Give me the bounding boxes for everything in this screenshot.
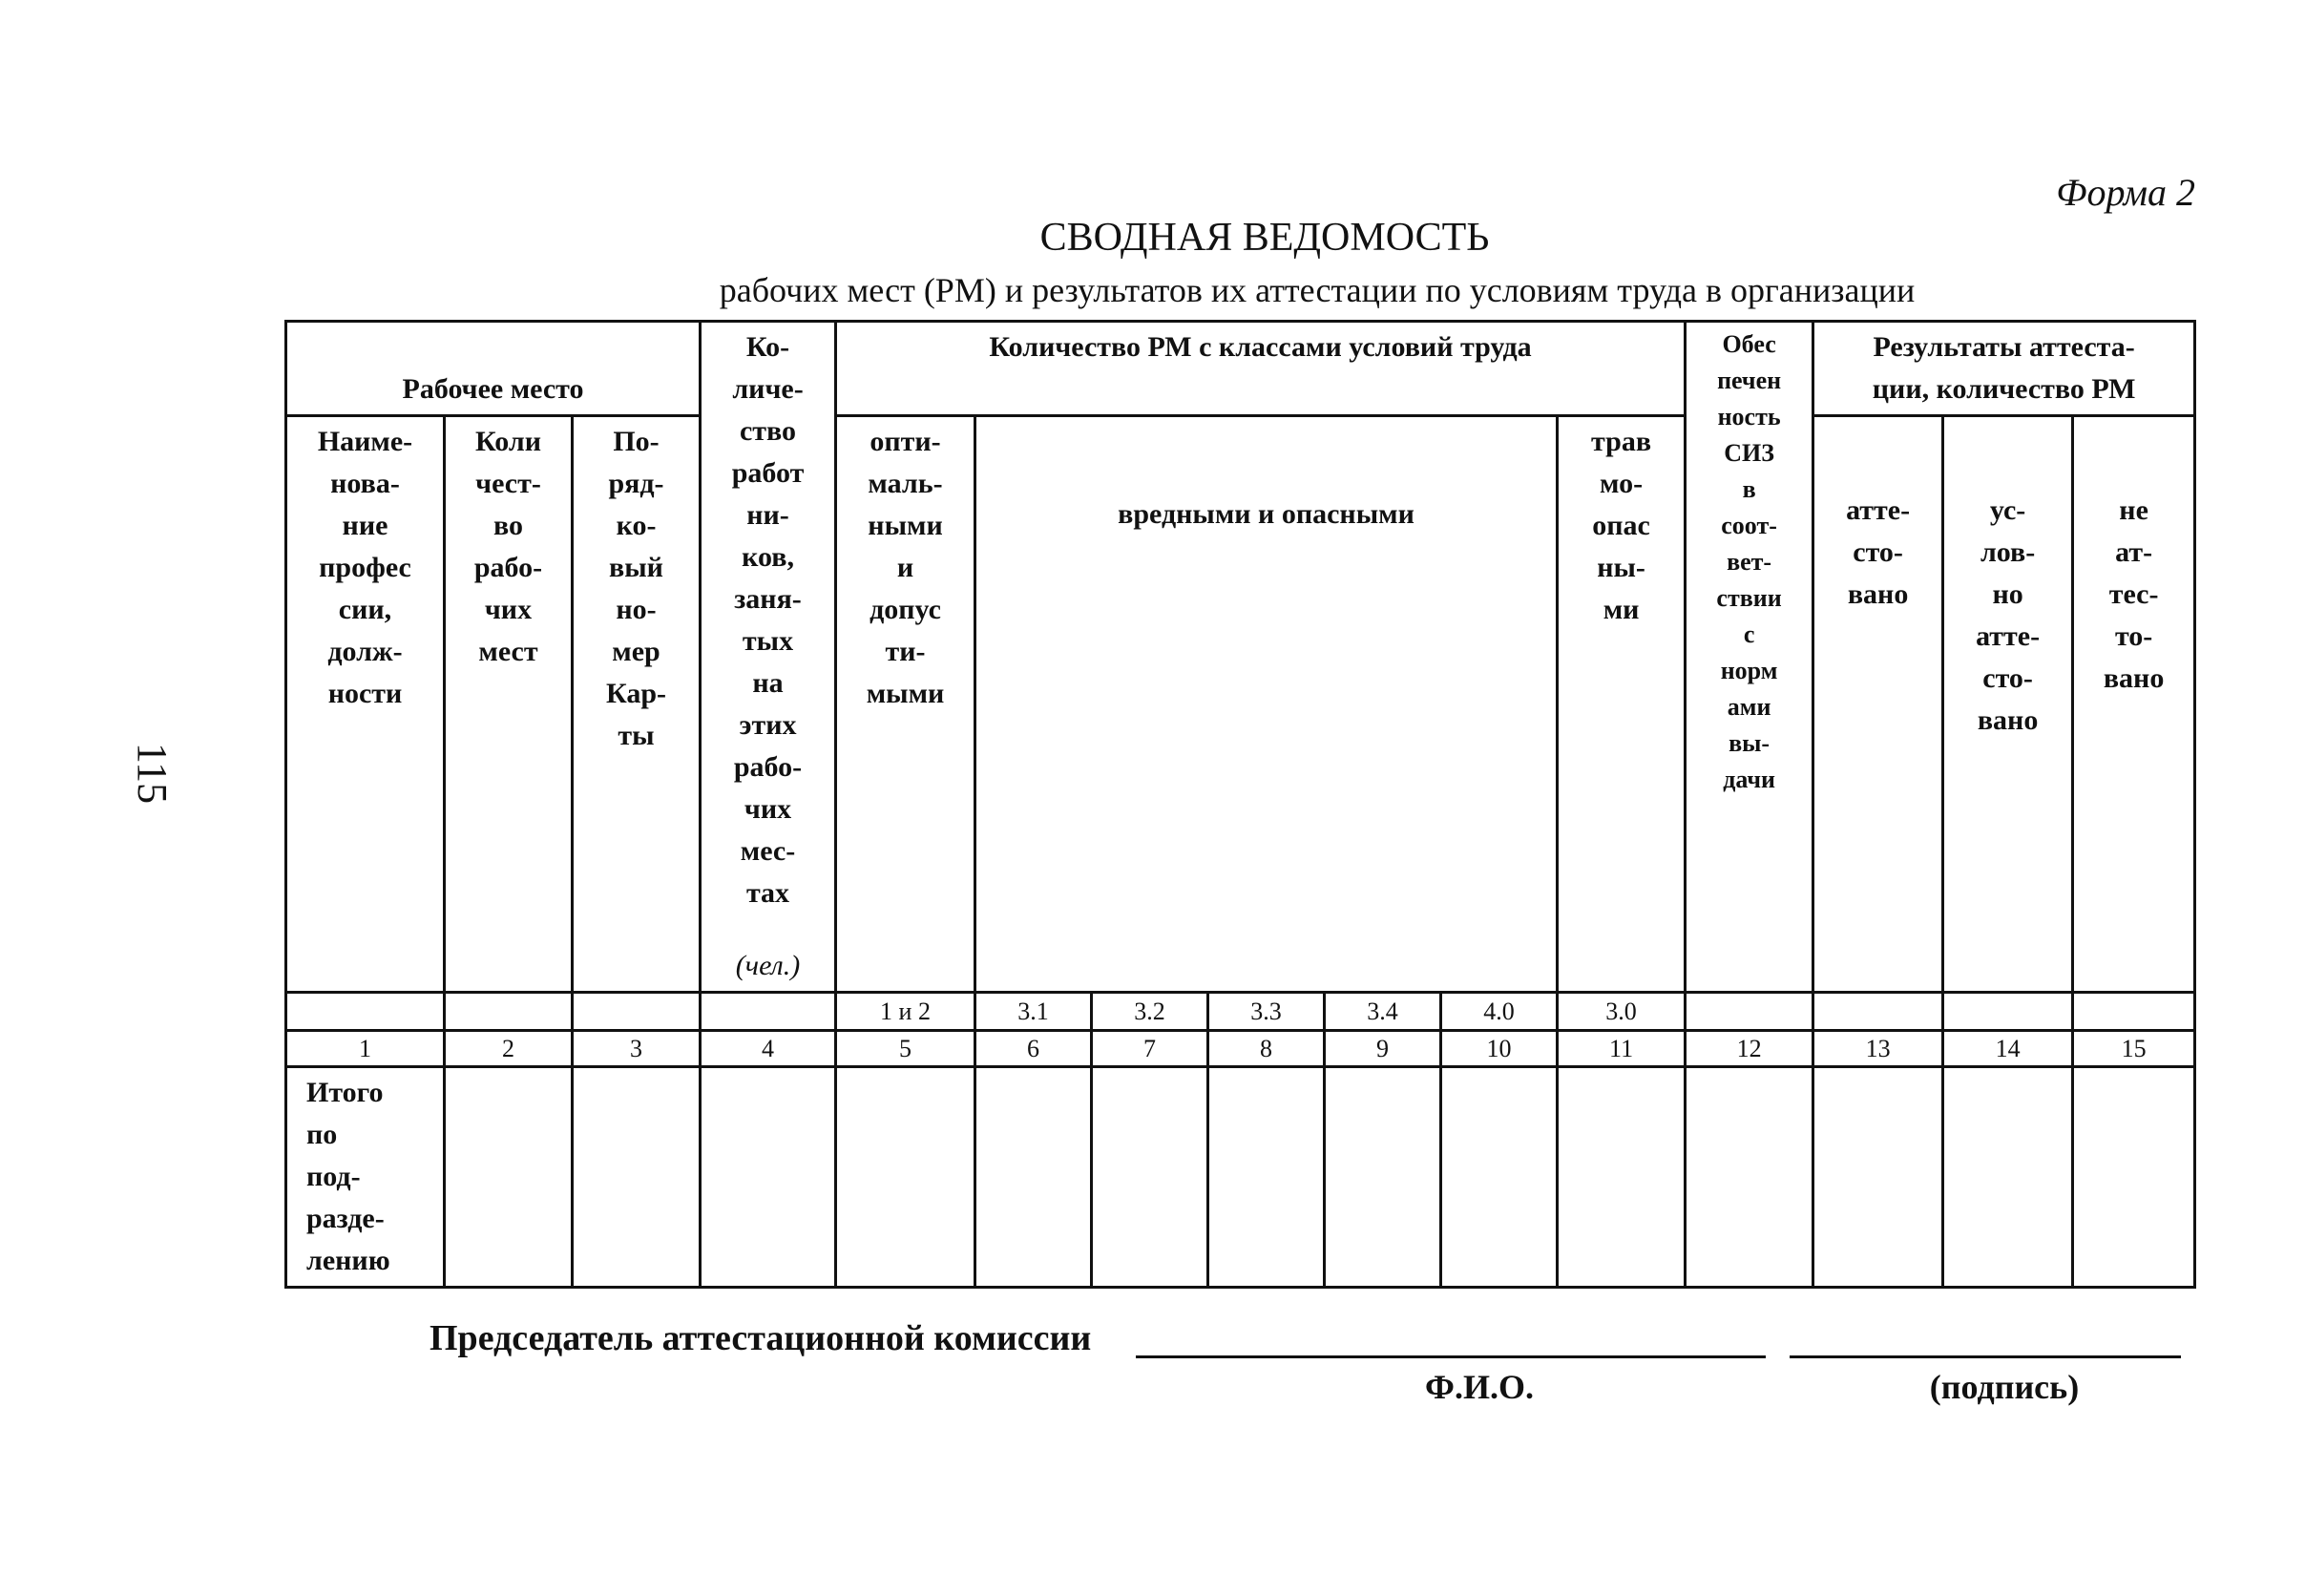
header-results-text: Результаты аттеста- ции, количество РМ <box>1872 331 2136 405</box>
header-col-15-text: не ат- тес- то- вано <box>2103 494 2165 694</box>
class-code-cell: 1 и 2 <box>836 993 975 1031</box>
column-number: 3 <box>573 1031 701 1067</box>
column-number: 5 <box>836 1031 975 1067</box>
header-col-6-10-text: вредными и опасными <box>1118 498 1414 530</box>
total-cell <box>1092 1067 1208 1288</box>
total-cell <box>1441 1067 1558 1288</box>
header-col-2-text: Коли чест- во рабо- чих мест <box>473 426 543 667</box>
class-code-cell: 4.0 <box>1441 993 1558 1031</box>
total-cell <box>573 1067 701 1288</box>
header-col-13-text: атте- сто- вано <box>1846 494 1911 610</box>
header-col-13 <box>1813 416 1943 993</box>
class-code-cell: 3.2 <box>1092 993 1208 1031</box>
header-col-2 <box>445 416 573 993</box>
header-results <box>1813 322 2195 416</box>
column-number: 7 <box>1092 1031 1208 1067</box>
total-cell <box>1558 1067 1686 1288</box>
class-code-cell: 3.0 <box>1558 993 1686 1031</box>
document-subtitle: рабочих мест (РМ) и результатов их аттестации по условиям труда в организации <box>719 271 1916 309</box>
total-cell <box>975 1067 1092 1288</box>
header-col-5 <box>836 416 975 993</box>
header-col-5-text: опти- маль- ными и допус ти- мыми <box>866 426 945 709</box>
header-workplace-text: Рабочее место <box>402 373 584 405</box>
header-col-14-text: ус- лов- но атте- сто- вано <box>1976 494 2041 736</box>
column-number: 9 <box>1325 1031 1441 1067</box>
header-col-3-text: По- ряд- ко- вый но- мер Кар- ты <box>605 426 667 751</box>
class-code-cell <box>573 993 701 1031</box>
header-classes <box>836 322 1686 416</box>
column-number: 14 <box>1943 1031 2073 1067</box>
form-label: Форма 2 <box>2056 171 2195 214</box>
total-cell <box>1943 1067 2073 1288</box>
total-cell <box>2073 1067 2195 1288</box>
header-col-11-text: трав мо- опас ны- ми <box>1591 426 1652 625</box>
header-col-4-unit: (чел.) <box>735 950 801 981</box>
column-number: 8 <box>1208 1031 1325 1067</box>
column-number: 1 <box>286 1031 445 1067</box>
header-col-12 <box>1686 322 1813 993</box>
header-col-12-text: Обес печен ность СИЗ в соот- вет- ствии с норм ами вы- дачи <box>1716 330 1782 793</box>
class-code-cell: 3.3 <box>1208 993 1325 1031</box>
column-number: 6 <box>975 1031 1092 1067</box>
header-col-15 <box>2073 416 2195 993</box>
header-col-4-text: Ко- личе- ство работ ни- ков, заня- тых на этих рабо- чих мес- тах <box>731 331 805 909</box>
class-code-cell <box>1686 993 1813 1031</box>
class-code-cell <box>701 993 836 1031</box>
class-codes-row <box>286 993 2195 1031</box>
class-code-cell <box>1943 993 2073 1031</box>
header-col-6-10 <box>975 416 1558 993</box>
column-number: 15 <box>2073 1031 2195 1067</box>
total-cell <box>701 1067 836 1288</box>
class-code-cell <box>445 993 573 1031</box>
fio-label: Ф.И.О. <box>1425 1368 1534 1406</box>
total-cell <box>445 1067 573 1288</box>
column-number: 12 <box>1686 1031 1813 1067</box>
page-number: 115 <box>129 742 176 805</box>
signature-label: (подпись) <box>1929 1368 2080 1406</box>
summary-table <box>284 320 2196 1289</box>
total-label: Итого по под- разде- лению <box>306 1077 390 1276</box>
total-cell <box>836 1067 975 1288</box>
class-code-cell: 3.4 <box>1325 993 1441 1031</box>
fio-signature-line <box>1136 1355 1766 1358</box>
column-number: 13 <box>1813 1031 1943 1067</box>
column-number: 2 <box>445 1031 573 1067</box>
total-label-cell <box>286 1067 445 1288</box>
header-col-11 <box>1558 416 1686 993</box>
column-number: 4 <box>701 1031 836 1067</box>
header-col-1-text: Наиме- нова- ние профес сии, долж- ности <box>317 426 413 709</box>
header-col-4 <box>701 322 836 993</box>
column-numbers-row <box>286 1031 2195 1067</box>
column-number: 10 <box>1441 1031 1558 1067</box>
signature-line <box>1790 1355 2181 1358</box>
class-code-cell <box>1813 993 1943 1031</box>
class-code-cell <box>2073 993 2195 1031</box>
header-classes-text: Количество РМ с классами условий труда <box>989 331 1532 363</box>
class-code-cell: 3.1 <box>975 993 1092 1031</box>
header-col-14 <box>1943 416 2073 993</box>
total-cell <box>1208 1067 1325 1288</box>
total-cell <box>1813 1067 1943 1288</box>
header-col-1 <box>286 416 445 993</box>
column-number: 11 <box>1558 1031 1686 1067</box>
chairman-label: Председатель аттестационной комиссии <box>430 1318 1092 1358</box>
document-title: СВОДНАЯ ВЕДОМОСТЬ <box>1039 216 1490 260</box>
total-cell <box>1325 1067 1441 1288</box>
total-cell <box>1686 1067 1813 1288</box>
header-workplace <box>286 322 701 416</box>
class-code-cell <box>286 993 445 1031</box>
header-col-3 <box>573 416 701 993</box>
total-row <box>286 1067 2195 1288</box>
